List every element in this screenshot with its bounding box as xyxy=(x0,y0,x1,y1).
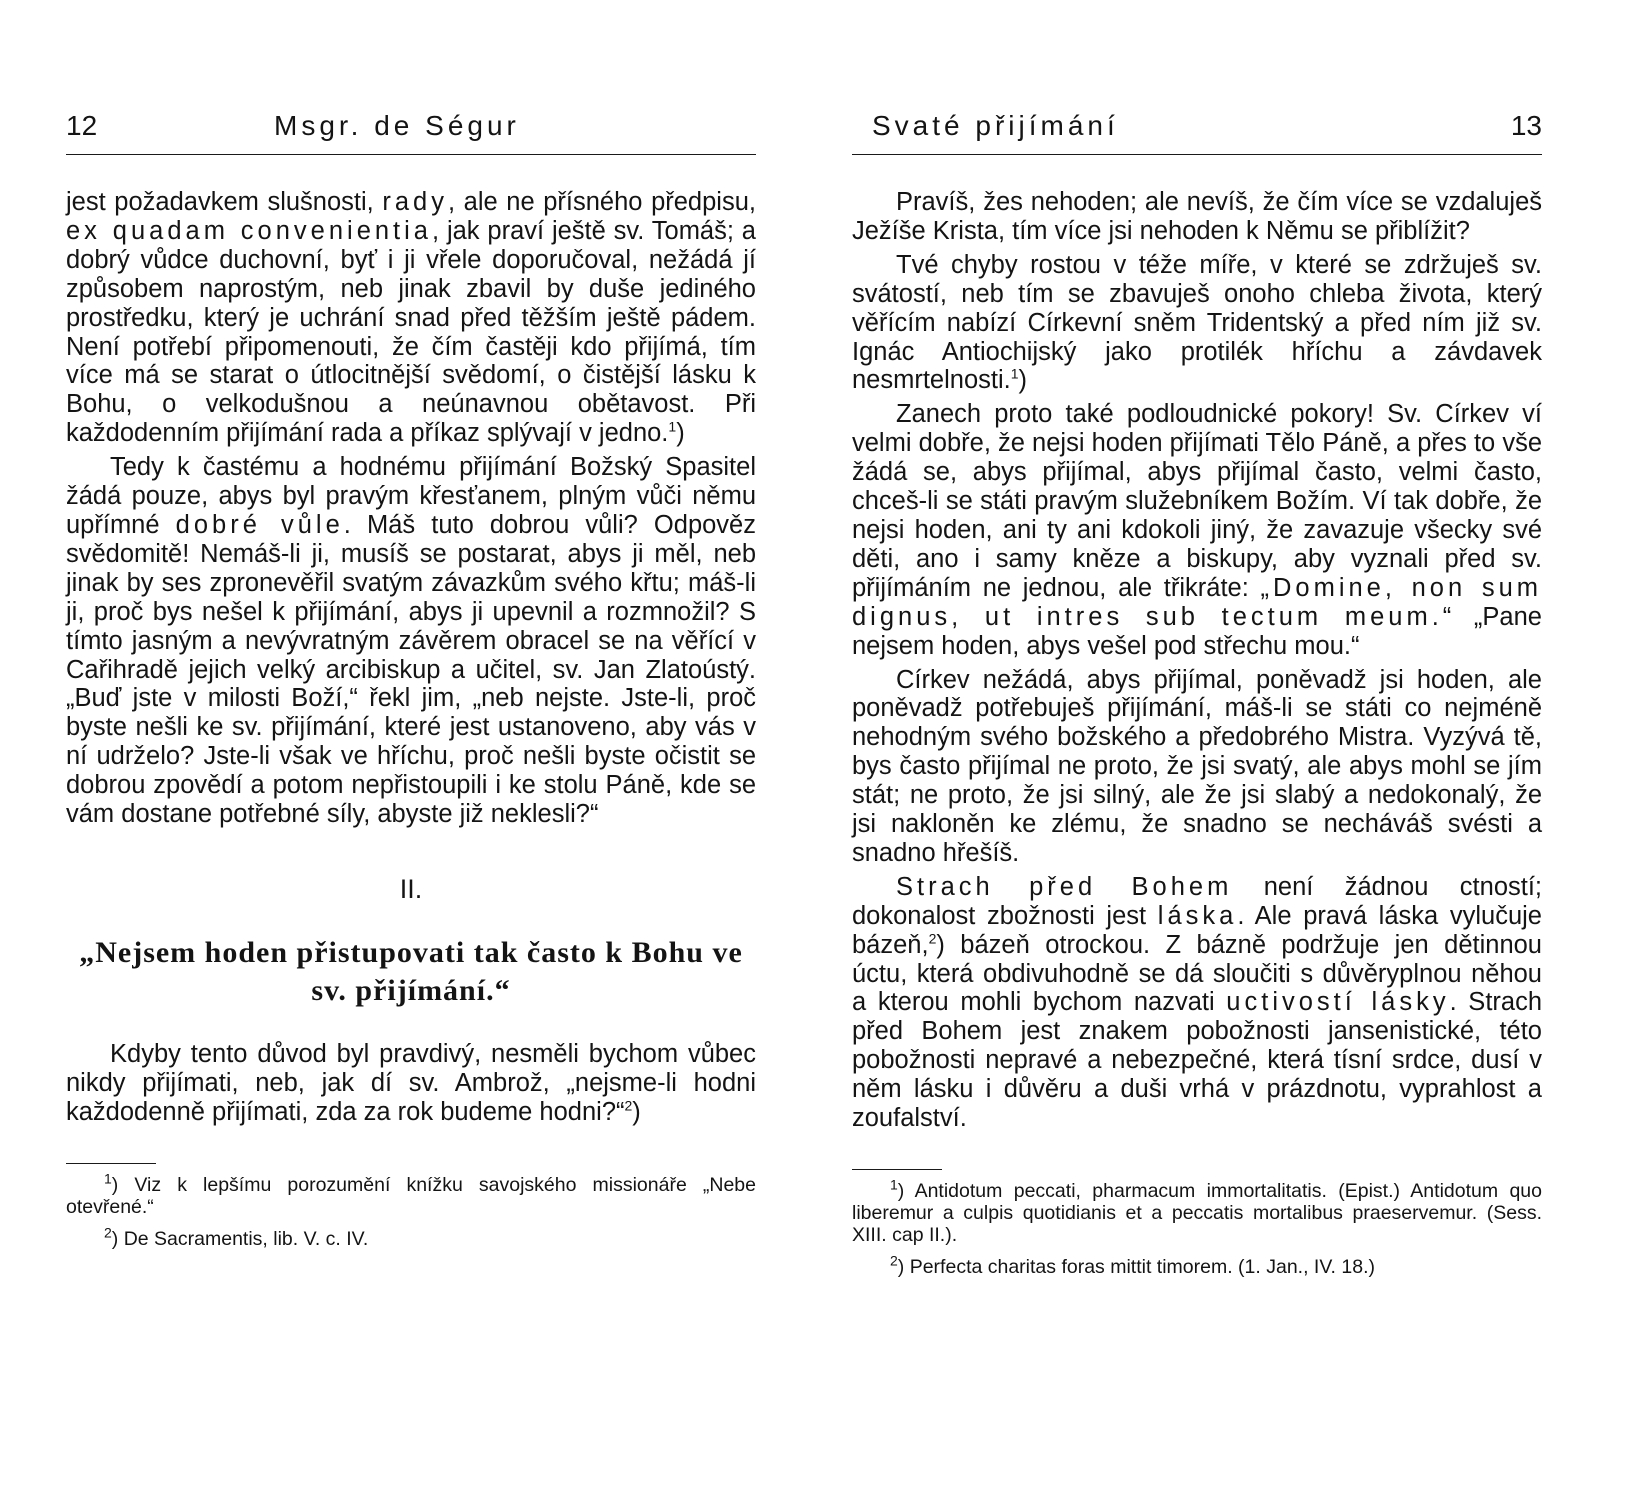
text-run: . Strach před Bohem jest znakem pobožnosti jansenistické, této pobožnosti nepravé a nebezpečné, která tísní srdce, dusí v něm lásku i důvěru a duši vrhá v prázdnotu, vyprahlost a zoufalství. xyxy=(852,988,1543,1133)
section-number: II. xyxy=(399,873,423,904)
text-run: ) xyxy=(1018,366,1028,395)
footnotes xyxy=(66,1170,756,1250)
footnote-rule xyxy=(66,1163,156,1164)
emphasis-text: rady xyxy=(382,188,448,216)
footnote-mark: 1 xyxy=(890,1176,898,1193)
running-head: Svaté přijímání xyxy=(872,110,1119,141)
right-page xyxy=(818,0,1636,1500)
paragraph xyxy=(852,251,1542,396)
footnote-text: ) Viz k lepšímu porozumění knížku savojského missionáře „Nebe otevřené.“ xyxy=(66,1173,756,1218)
text-run: Pravíš, žes nehoden; ale nevíš, že čím více se vzdaluješ Ježíše Krista, tím více jsi nehoden k Němu se přiblížit? xyxy=(852,188,1542,245)
footnotes xyxy=(852,1176,1542,1278)
footnote-mark: 2 xyxy=(104,1224,112,1241)
text-run: . Ale pravá láska vylučuje bázeň, xyxy=(852,901,1542,959)
paragraph xyxy=(66,1040,756,1127)
latin-phrase: „Domine, non sum dignus, ut intres sub tectum meum.“ xyxy=(852,573,1543,631)
emphasis-text: láska xyxy=(1157,901,1238,930)
emphasis-text: dobré vůle xyxy=(175,510,344,539)
footnote xyxy=(66,1224,756,1250)
text-run: jest požadavkem slušnosti, xyxy=(66,188,383,216)
text-run: ) xyxy=(632,1097,641,1126)
paragraph xyxy=(66,188,756,448)
footnote-rule xyxy=(852,1169,942,1170)
text-run: Tedy k častému a hodnému přijímání Božský Spasitel žádá pouze, abys byl pravým křesťanem, plným vůči němu upřímné xyxy=(66,453,756,539)
text-run: , jak praví ještě sv. Tomáš; a dobrý vůdce duchovní, byť i ji vřele doporučoval, nežádá jí způsobem naprostým, neb jinak zbavil by duše jediného prostředku, který je uchrání snad před těžším ještě pádem. Není potřebí připomenouti, že čím častěji kdo přijímá, tím více má se starat o útlocitnější svědomí, o čistější lásku k Bohu, o velkodušnou a neúnavnou obětavost. Při každodenním přijímání rada a příkaz splývají v jedno. xyxy=(66,216,756,448)
page-body xyxy=(852,188,1542,1288)
text-run: ) bázeň otrockou. Z bázně podržuje jen dětinnou úctu, která obdivuhodně se dá sloučiti s důvěryplnou něhou a kterou mohli bychom nazvati xyxy=(852,930,1542,1017)
text-run: není žádnou ctností; dokonalost zbožnosti jest xyxy=(852,872,1543,930)
footnote-text: ) De Sacramentis, lib. V. c. IV. xyxy=(111,1227,369,1250)
paragraph xyxy=(852,666,1542,868)
text-run: , ale ne přísného předpisu, xyxy=(447,188,756,216)
paragraph xyxy=(66,453,756,829)
header-rule xyxy=(66,154,756,155)
paragraph xyxy=(852,873,1542,1133)
text-run: Zanech proto také podloudnické pokory! Sv. Církev ví velmi dobře, že nejsi hoden přijímati Tělo Páně, a přes to vše žádá se, abys přijímal, abys přijímal často, velmi často, chceš-li se státi pravým služebníkem Božím. Ví tak dobře, že nejsi hoden, ani ty ani kdokoli jiný, že zavazuje všecky své děti, ano i samy kněze a biskupy, aby vyznali před sv. přijímáním ne jednou, ale třikráte: xyxy=(852,400,1542,602)
footnote-text: ) Antidotum peccati, pharmacum immortalitatis. (Epist.) Antidotum quo liberemur a culpis quotidianis et a peccatis mortalibus praeservemur. (Sess. XIII. cap II.). xyxy=(852,1180,1542,1246)
running-head: Msgr. de Ségur xyxy=(274,110,520,141)
footnote-ref: 1 xyxy=(668,418,677,435)
page-body xyxy=(66,188,756,1260)
footnote-mark: 2 xyxy=(890,1252,898,1269)
paragraph xyxy=(852,400,1542,660)
text-run: Tvé chyby rostou v téže míře, v které se zdržuješ sv. svátostí, neb tím se zbavuješ onoho chleba života, který věřícím nabízí Církevní sněm Tridentský a před ním již sv. Ignác Antiochijský jako protilék hříchu a závdavek nesmrtelnosti. xyxy=(852,250,1542,395)
page-header xyxy=(66,110,756,154)
footnote-mark: 1 xyxy=(104,1170,112,1187)
footnote xyxy=(852,1252,1542,1278)
page-number: 12 xyxy=(66,110,98,141)
text-run: „Pane nejsem hoden, abys vešel pod střechu mou.“ xyxy=(852,602,1542,660)
footnote-ref: 2 xyxy=(624,1097,633,1114)
emphasis-text: Strach před Bohem xyxy=(896,872,1233,901)
section-title: „Nejsem hoden přistupovati tak často k Bohu ve sv. přijímání.“ xyxy=(79,935,743,1007)
emphasis-text: uctivostí lásky xyxy=(1226,988,1450,1017)
footnote xyxy=(852,1176,1542,1246)
footnote-ref: 1 xyxy=(1010,365,1019,382)
text-run: ) xyxy=(676,419,685,448)
page-number: 13 xyxy=(1510,110,1542,141)
header-rule xyxy=(852,154,1542,155)
paragraph xyxy=(852,188,1542,246)
footnote-ref: 2 xyxy=(928,930,937,947)
page-header xyxy=(852,110,1542,154)
text-run: Církev nežádá, abys přijímal, poněvadž jsi hoden, ale poněvadž potřebuješ přijímání, máš-li se státi co nejméně nehodným svého božského a předobrého Mistra. Vyzývá tě, bys často přijímal ne proto, že jsi svatý, ale abys mohl se jím stát; ne proto, že jsi silný, ale že jsi slabý a nedokonalý, že jsi nakloněn ke zlému, že snadno se necháváš svésti a snadno hřešíš. xyxy=(852,665,1542,867)
text-run: Kdyby tento důvod byl pravdivý, nesměli bychom vůbec nikdy přijímati, neb, jak dí sv. Ambrož, „nejsme-li hodni každodenně přijímati, zda za rok budeme hodni?“ xyxy=(66,1039,756,1126)
footnote xyxy=(66,1170,756,1218)
text-run: . Máš tuto dobrou vůli? Odpověz svědomitě! Nemáš-li ji, musíš se postarat, abys ji měl, neb jinak by ses zpronevěřil svatým závazkům svého křtu; máš-li ji, proč bys nešel k přijímání, abys ji upevnil a rozmnožil? S tímto jasným a nevývratným závěrem obracel se na věřící v Cařihradě jejich velký arcibiskup a učitel, sv. Jan Zlatoústý. „Buď jste v milosti Boží,“ řekl jim, „neb nejste. Jste-li, proč byste nešli ke sv. přijímání, které jest ustanoveno, aby vás v ní udrželo? Jste-li však ve hříchu, proč nešli byste očistit se dobrou zpovědí a potom nepřistoupili i ke stolu Páně, kde se vám dostane potřebné síly, abyste již neklesli?“ xyxy=(66,510,756,829)
footnote-text: ) Perfecta charitas foras mittit timorem. (1. Jan., IV. 18.) xyxy=(897,1256,1375,1278)
latin-phrase: ex quadam convenientia xyxy=(66,216,432,245)
